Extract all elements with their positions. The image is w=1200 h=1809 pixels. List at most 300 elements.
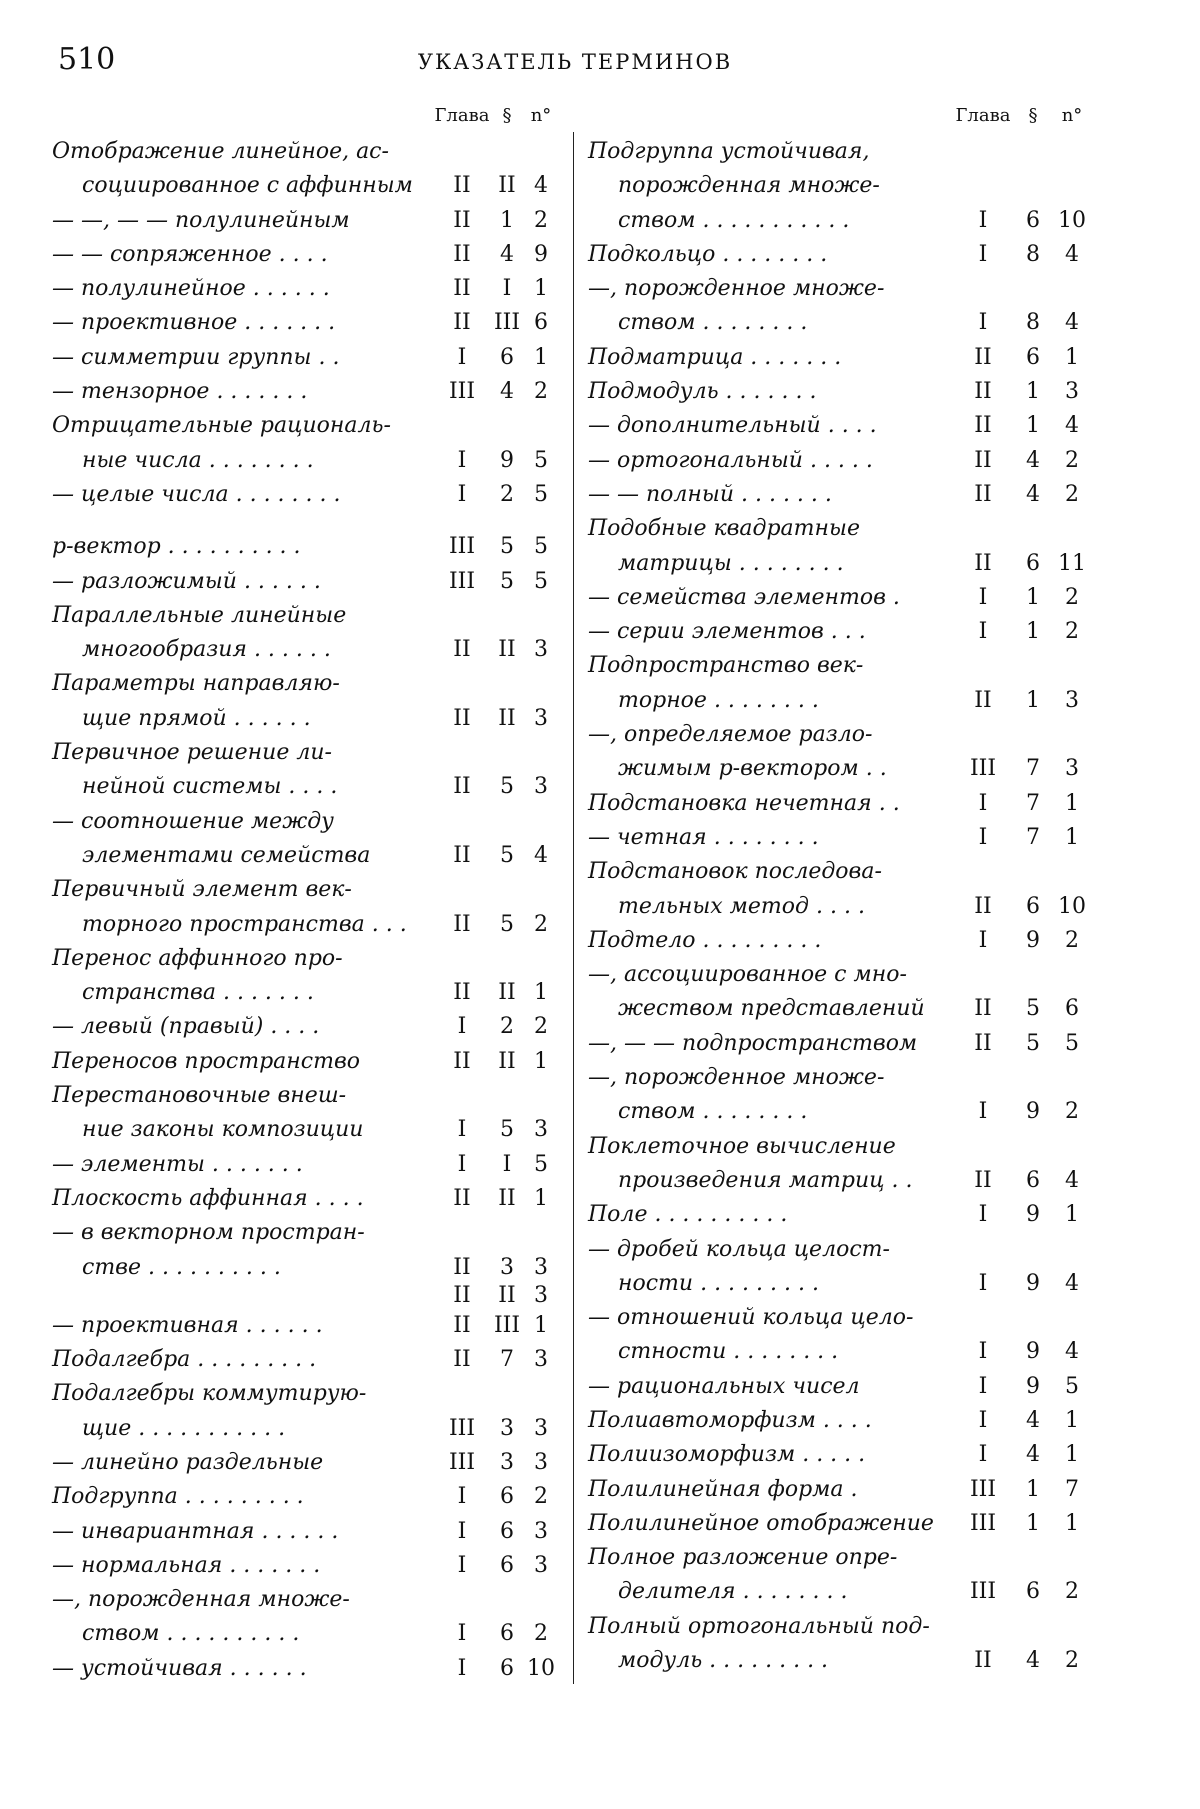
index-entry bbox=[52, 409, 562, 478]
index-entry bbox=[588, 958, 1098, 1027]
entry-term: — проективная . . . . . . bbox=[52, 1309, 323, 1343]
entry-section: 6 bbox=[492, 1549, 522, 1583]
index-entry bbox=[52, 1010, 562, 1044]
entry-number: 3 bbox=[522, 1285, 560, 1307]
entry-chapter: I bbox=[432, 1010, 492, 1044]
entry-chapter: I bbox=[948, 306, 1018, 340]
entry-number: 5 bbox=[522, 478, 560, 512]
entry-term: — семейства элементов . bbox=[588, 581, 900, 615]
header-section: § bbox=[1018, 105, 1048, 126]
index-entry bbox=[588, 444, 1098, 478]
entry-section: 9 bbox=[1018, 1267, 1048, 1301]
entry-term: — отношений кольца цело- bbox=[588, 1301, 913, 1335]
entry-term: — линейно раздельные bbox=[52, 1446, 323, 1480]
entry-term: ством . . . . . . . . bbox=[618, 1095, 807, 1129]
entry-section: 4 bbox=[1018, 1438, 1048, 1472]
entry-chapter: II bbox=[432, 1343, 492, 1377]
entry-number: 2 bbox=[522, 1010, 560, 1044]
entry-term: Подгруппа . . . . . . . . . bbox=[52, 1480, 304, 1514]
entry-term: — левый (правый) . . . . bbox=[52, 1010, 319, 1044]
entry-term: Подстановка нечетная . . bbox=[588, 787, 900, 821]
entry-number: 1 bbox=[522, 1045, 560, 1079]
entry-chapter: III bbox=[432, 1446, 492, 1480]
entry-term: — —, — — полулинейным bbox=[52, 204, 350, 238]
entry-chapter: I bbox=[432, 1617, 492, 1651]
entry-chapter: II bbox=[948, 409, 1018, 443]
entry-number: 5 bbox=[1050, 1370, 1094, 1404]
entry-section: 6 bbox=[492, 341, 522, 375]
entry-number: 4 bbox=[1050, 409, 1094, 443]
entry-gap bbox=[52, 512, 562, 530]
entry-term: щие . . . . . . . . . . . bbox=[82, 1412, 285, 1446]
entry-chapter: I bbox=[948, 1095, 1018, 1129]
entry-number: 2 bbox=[522, 375, 560, 409]
entry-section: 6 bbox=[1018, 1164, 1048, 1198]
entry-number: 1 bbox=[1050, 1198, 1094, 1232]
index-entry bbox=[52, 204, 562, 238]
entry-chapter: I bbox=[948, 1198, 1018, 1232]
entry-number: 3 bbox=[522, 770, 560, 804]
index-entry bbox=[588, 478, 1098, 512]
index-entry bbox=[588, 1130, 1098, 1199]
entry-chapter: II bbox=[948, 1644, 1018, 1678]
column-header bbox=[588, 105, 1098, 135]
entry-number: 1 bbox=[522, 976, 560, 1010]
entry-term: —, порожденное множе- bbox=[588, 272, 884, 306]
index-entry bbox=[52, 1515, 562, 1549]
index-entry bbox=[52, 1377, 562, 1446]
entry-section: I bbox=[492, 1148, 522, 1182]
entry-term: Подматрица . . . . . . . bbox=[588, 341, 841, 375]
index-entry bbox=[588, 1027, 1098, 1061]
index-entry bbox=[52, 565, 562, 599]
entry-section: 7 bbox=[492, 1343, 522, 1377]
index-entry bbox=[52, 1148, 562, 1182]
entry-term: ние законы композиции bbox=[82, 1113, 363, 1147]
entry-term: торного пространства . . . bbox=[82, 908, 407, 942]
entry-number: 1 bbox=[522, 1309, 560, 1343]
index-entry bbox=[588, 1198, 1098, 1232]
entry-term: матрицы . . . . . . . . bbox=[618, 547, 844, 581]
column-header bbox=[52, 105, 562, 135]
entry-number: 2 bbox=[522, 204, 560, 238]
entry-term: Плоскость аффинная . . . . bbox=[52, 1182, 364, 1216]
index-entry bbox=[588, 1610, 1098, 1679]
page-header bbox=[58, 42, 1092, 86]
entry-section: 8 bbox=[1018, 306, 1048, 340]
entry-number: 1 bbox=[522, 341, 560, 375]
entry-chapter: I bbox=[948, 1370, 1018, 1404]
entry-chapter: II bbox=[432, 633, 492, 667]
entry-term: делителя . . . . . . . . bbox=[618, 1575, 848, 1609]
entry-chapter: I bbox=[432, 1549, 492, 1583]
entry-term: — разложимый . . . . . . bbox=[52, 565, 321, 599]
index-entry bbox=[52, 135, 562, 204]
entry-term: ством . . . . . . . . bbox=[618, 306, 807, 340]
index-entry bbox=[52, 375, 562, 409]
index-entry bbox=[52, 530, 562, 564]
entry-chapter: I bbox=[948, 1438, 1018, 1472]
entry-term: щие прямой . . . . . . bbox=[82, 702, 311, 736]
entry-term: Перестановочные внеш- bbox=[52, 1079, 346, 1113]
entry-chapter: I bbox=[948, 615, 1018, 649]
entry-number: 1 bbox=[1050, 1438, 1094, 1472]
entry-term: — симметрии группы . . bbox=[52, 341, 339, 375]
entry-term: —, ассоциированное с мно- bbox=[588, 958, 907, 992]
entry-section: 6 bbox=[1018, 890, 1048, 924]
entry-term: Подтело . . . . . . . . . bbox=[588, 924, 821, 958]
entry-number: 2 bbox=[522, 1480, 560, 1514]
entry-number: 2 bbox=[1050, 1644, 1094, 1678]
entry-section: 6 bbox=[1018, 547, 1048, 581]
entry-chapter: II bbox=[432, 169, 492, 203]
entry-number: 2 bbox=[1050, 1095, 1094, 1129]
entry-section: 9 bbox=[1018, 1198, 1048, 1232]
entry-number: 2 bbox=[1050, 581, 1094, 615]
entry-chapter: I bbox=[948, 1335, 1018, 1369]
index-entry bbox=[588, 238, 1098, 272]
entry-number: 4 bbox=[1050, 306, 1094, 340]
entry-chapter: II bbox=[948, 375, 1018, 409]
entry-section: 5 bbox=[1018, 992, 1048, 1026]
index-entry bbox=[588, 341, 1098, 375]
entry-section: 9 bbox=[1018, 1370, 1048, 1404]
entry-term: Подалгебра . . . . . . . . . bbox=[52, 1343, 316, 1377]
entry-chapter: II bbox=[948, 547, 1018, 581]
entry-chapter: II bbox=[432, 839, 492, 873]
entry-term: Параметры направляю- bbox=[52, 667, 340, 701]
entry-section: 4 bbox=[1018, 1404, 1048, 1438]
entry-chapter: II bbox=[948, 992, 1018, 1026]
entry-term: — ортогональный . . . . . bbox=[588, 444, 873, 478]
index-entry bbox=[52, 1216, 562, 1285]
entry-number: 2 bbox=[522, 908, 560, 942]
entry-term: Подпространство век- bbox=[588, 649, 863, 683]
index-entry bbox=[588, 855, 1098, 924]
entry-section: 3 bbox=[492, 1251, 522, 1285]
index-entry bbox=[52, 1343, 562, 1377]
entry-term: —, порожденное множе- bbox=[588, 1061, 884, 1095]
index-entry bbox=[52, 1652, 562, 1686]
entry-section: 6 bbox=[492, 1617, 522, 1651]
entry-chapter: III bbox=[432, 375, 492, 409]
entry-term: стве . . . . . . . . . . bbox=[82, 1251, 281, 1285]
entry-section: II bbox=[492, 976, 522, 1010]
entry-term: ством . . . . . . . . . . bbox=[82, 1617, 299, 1651]
entry-term: Подалгебры коммутирую- bbox=[52, 1377, 366, 1411]
entry-chapter: I bbox=[948, 821, 1018, 855]
entry-term: порожденная множе- bbox=[618, 169, 880, 203]
entry-section: II bbox=[492, 169, 522, 203]
index-entry bbox=[588, 1404, 1098, 1438]
entry-chapter: III bbox=[432, 530, 492, 564]
index-entry bbox=[52, 1285, 562, 1309]
entry-section: 6 bbox=[492, 1515, 522, 1549]
entry-term: — соотношение между bbox=[52, 805, 334, 839]
index-entry bbox=[588, 1301, 1098, 1370]
index-entry bbox=[588, 512, 1098, 581]
entry-section: I bbox=[492, 272, 522, 306]
entry-term: —, определяемое разло- bbox=[588, 718, 872, 752]
entry-term: ством . . . . . . . . . . . bbox=[618, 204, 849, 238]
entry-number: 3 bbox=[522, 1446, 560, 1480]
entry-chapter: III bbox=[948, 1575, 1018, 1609]
entry-term: — серии элементов . . . bbox=[588, 615, 866, 649]
index-entries bbox=[52, 135, 562, 1686]
index-entry bbox=[52, 599, 562, 668]
entry-chapter: I bbox=[432, 1515, 492, 1549]
index-entry bbox=[52, 1446, 562, 1480]
entry-term: жеством представлений bbox=[618, 992, 925, 1026]
index-entry bbox=[52, 873, 562, 942]
entry-section: 7 bbox=[1018, 787, 1048, 821]
index-entry bbox=[588, 1473, 1098, 1507]
entry-term: — целые числа . . . . . . . . bbox=[52, 478, 341, 512]
index-entry bbox=[52, 1480, 562, 1514]
entry-number: 2 bbox=[522, 1617, 560, 1651]
entry-term: — элементы . . . . . . . bbox=[52, 1148, 303, 1182]
entry-number: 4 bbox=[1050, 1267, 1094, 1301]
entry-number: 3 bbox=[522, 1343, 560, 1377]
index-entry bbox=[588, 272, 1098, 341]
entry-chapter: II bbox=[432, 306, 492, 340]
entry-section: 6 bbox=[492, 1652, 522, 1686]
entry-chapter: I bbox=[948, 581, 1018, 615]
entry-term: —, — — подпространством bbox=[588, 1027, 917, 1061]
index-entry bbox=[52, 1079, 562, 1148]
entry-term: Первичное решение ли- bbox=[52, 736, 332, 770]
entry-chapter: III bbox=[948, 1473, 1018, 1507]
entry-section: 6 bbox=[1018, 341, 1048, 375]
entry-section: II bbox=[492, 702, 522, 736]
entry-term: социированное с аффинным bbox=[82, 169, 413, 203]
entry-number: 2 bbox=[1050, 478, 1094, 512]
index-entry bbox=[588, 1370, 1098, 1404]
entry-section: 5 bbox=[1018, 1027, 1048, 1061]
entry-section: 1 bbox=[492, 204, 522, 238]
entry-number: 5 bbox=[522, 1148, 560, 1182]
page-number: 510 bbox=[58, 42, 115, 77]
entry-term: Полиизоморфизм . . . . . bbox=[588, 1438, 865, 1472]
entry-number: 4 bbox=[1050, 1164, 1094, 1198]
index-entry bbox=[588, 615, 1098, 649]
entry-section: 1 bbox=[1018, 375, 1048, 409]
entry-chapter: II bbox=[948, 1027, 1018, 1061]
header-chapter: Глава bbox=[948, 105, 1018, 126]
entry-section: 1 bbox=[1018, 1473, 1048, 1507]
entry-section: 1 bbox=[1018, 581, 1048, 615]
header-chapter: Глава bbox=[432, 105, 492, 126]
entry-number: 1 bbox=[1050, 1404, 1094, 1438]
entry-term: Отображение линейное, ас- bbox=[52, 135, 389, 169]
index-entry bbox=[588, 924, 1098, 958]
entry-chapter: II bbox=[432, 908, 492, 942]
index-entry bbox=[52, 1549, 562, 1583]
entry-number: 3 bbox=[522, 1549, 560, 1583]
entry-term: — проективное . . . . . . . bbox=[52, 306, 335, 340]
entry-section: 4 bbox=[1018, 478, 1048, 512]
entry-chapter: II bbox=[948, 444, 1018, 478]
index-entry bbox=[52, 942, 562, 1011]
entry-number: 2 bbox=[1050, 444, 1094, 478]
entry-number: 3 bbox=[522, 1515, 560, 1549]
entry-section: 4 bbox=[492, 238, 522, 272]
entry-term: Перенос аффинного про- bbox=[52, 942, 343, 976]
entry-term: жимым p-вектором . . bbox=[618, 752, 887, 786]
column-divider bbox=[573, 132, 574, 1684]
entry-number: 6 bbox=[522, 306, 560, 340]
entry-number: 5 bbox=[522, 444, 560, 478]
entry-chapter: II bbox=[432, 204, 492, 238]
index-entries bbox=[588, 135, 1098, 1678]
entry-section: 3 bbox=[492, 1412, 522, 1446]
entry-term: Полилинейная форма . bbox=[588, 1473, 858, 1507]
entry-section: 5 bbox=[492, 530, 522, 564]
entry-number: 2 bbox=[1050, 1575, 1094, 1609]
entry-number: 1 bbox=[1050, 341, 1094, 375]
entry-chapter: III bbox=[948, 752, 1018, 786]
entry-term: стности . . . . . . . . bbox=[618, 1335, 838, 1369]
entry-chapter: III bbox=[432, 565, 492, 599]
entry-section: 1 bbox=[1018, 409, 1048, 443]
entry-section: 6 bbox=[1018, 1575, 1048, 1609]
entry-number: 3 bbox=[522, 633, 560, 667]
entry-term: — устойчивая . . . . . . bbox=[52, 1652, 307, 1686]
entry-term: Подстановок последова- bbox=[588, 855, 882, 889]
entry-number: 10 bbox=[1050, 204, 1094, 238]
entry-section: 9 bbox=[1018, 1335, 1048, 1369]
entry-number: 3 bbox=[522, 1251, 560, 1285]
index-entry bbox=[52, 1309, 562, 1343]
entry-section: 2 bbox=[492, 478, 522, 512]
entry-term: Полный ортогональный под- bbox=[588, 1610, 930, 1644]
index-entry bbox=[52, 1583, 562, 1652]
entry-section: 6 bbox=[1018, 204, 1048, 238]
entry-number: 7 bbox=[1050, 1473, 1094, 1507]
entry-chapter: II bbox=[432, 770, 492, 804]
entry-section: III bbox=[492, 306, 522, 340]
entry-chapter: I bbox=[948, 924, 1018, 958]
entry-chapter: I bbox=[948, 1267, 1018, 1301]
index-entry bbox=[588, 1061, 1098, 1130]
entry-section: III bbox=[492, 1309, 522, 1343]
entry-term: Подкольцо . . . . . . . . bbox=[588, 238, 827, 272]
entry-chapter: II bbox=[432, 1045, 492, 1079]
entry-section: 1 bbox=[1018, 1507, 1048, 1541]
entry-term: Подмодуль . . . . . . . bbox=[588, 375, 816, 409]
entry-term: элементами семейства bbox=[82, 839, 370, 873]
index-entry bbox=[52, 1182, 562, 1216]
entry-term: Подгруппа устойчивая, bbox=[588, 135, 869, 169]
index-entry bbox=[588, 649, 1098, 718]
index-entry bbox=[588, 718, 1098, 787]
entry-number: 10 bbox=[1050, 890, 1094, 924]
entry-term: — полулинейное . . . . . . bbox=[52, 272, 330, 306]
entry-number: 1 bbox=[1050, 1507, 1094, 1541]
entry-term: p-вектор . . . . . . . . . . bbox=[52, 530, 301, 564]
entry-number: 10 bbox=[522, 1652, 560, 1686]
entry-term: Поле . . . . . . . . . . bbox=[588, 1198, 787, 1232]
entry-chapter: III bbox=[432, 1412, 492, 1446]
entry-term: Параллельные линейные bbox=[52, 599, 346, 633]
index-entry bbox=[52, 478, 562, 512]
entry-term: —, порожденная множе- bbox=[52, 1583, 350, 1617]
index-entry bbox=[588, 1507, 1098, 1541]
entry-section: 5 bbox=[492, 565, 522, 599]
entry-number: 3 bbox=[522, 1113, 560, 1147]
entry-term: Полиавтоморфизм . . . . bbox=[588, 1404, 872, 1438]
entry-number: 3 bbox=[1050, 752, 1094, 786]
header-number: n° bbox=[522, 105, 560, 126]
entry-section: II bbox=[492, 1285, 522, 1307]
entry-number: 1 bbox=[1050, 787, 1094, 821]
entry-term: ности . . . . . . . . . bbox=[618, 1267, 819, 1301]
entry-term: — нормальная . . . . . . . bbox=[52, 1549, 320, 1583]
entry-term: — инвариантная . . . . . . bbox=[52, 1515, 338, 1549]
entry-term: нейной системы . . . . bbox=[82, 770, 337, 804]
index-entry bbox=[52, 805, 562, 874]
entry-chapter: III bbox=[948, 1507, 1018, 1541]
entry-term: — тензорное . . . . . . . bbox=[52, 375, 307, 409]
entry-section: 4 bbox=[1018, 444, 1048, 478]
entry-chapter: I bbox=[432, 1652, 492, 1686]
entry-chapter: I bbox=[432, 1113, 492, 1147]
entry-number: 3 bbox=[1050, 375, 1094, 409]
entry-term: модуль . . . . . . . . . bbox=[618, 1644, 828, 1678]
entry-chapter: II bbox=[948, 341, 1018, 375]
entry-number: 5 bbox=[1050, 1027, 1094, 1061]
entry-section: 9 bbox=[1018, 924, 1048, 958]
entry-section: 4 bbox=[1018, 1644, 1048, 1678]
index-entry bbox=[588, 409, 1098, 443]
entry-section: 5 bbox=[492, 839, 522, 873]
header-section: § bbox=[492, 105, 522, 126]
entry-number: 2 bbox=[1050, 924, 1094, 958]
index-entry bbox=[588, 1438, 1098, 1472]
entry-term: Полное разложение опре- bbox=[588, 1541, 897, 1575]
entry-chapter: II bbox=[432, 1251, 492, 1285]
entry-term: Полилинейное отображение bbox=[588, 1507, 934, 1541]
header-number: n° bbox=[1050, 105, 1094, 126]
entry-chapter: I bbox=[432, 1480, 492, 1514]
entry-section: 7 bbox=[1018, 752, 1048, 786]
entry-number: 5 bbox=[522, 530, 560, 564]
entry-section: 4 bbox=[492, 375, 522, 409]
entry-chapter: II bbox=[432, 272, 492, 306]
entry-number: 1 bbox=[522, 272, 560, 306]
entry-section: II bbox=[492, 1182, 522, 1216]
index-entry bbox=[588, 1541, 1098, 1610]
entry-term: странства . . . . . . . bbox=[82, 976, 314, 1010]
entry-number: 3 bbox=[522, 1412, 560, 1446]
entry-section: 9 bbox=[1018, 1095, 1048, 1129]
entry-chapter: I bbox=[948, 1404, 1018, 1438]
index-entry bbox=[588, 135, 1098, 238]
entry-term: — дополнительный . . . . bbox=[588, 409, 877, 443]
index-column-left bbox=[52, 105, 562, 1686]
entry-section: 5 bbox=[492, 908, 522, 942]
entry-term: многообразия . . . . . . bbox=[82, 633, 331, 667]
entry-chapter: II bbox=[432, 702, 492, 736]
entry-section: 6 bbox=[492, 1480, 522, 1514]
entry-chapter: II bbox=[948, 478, 1018, 512]
entry-chapter: II bbox=[948, 890, 1018, 924]
index-entry bbox=[52, 306, 562, 340]
entry-term: — дробей кольца целост- bbox=[588, 1233, 890, 1267]
entry-term: Первичный элемент век- bbox=[52, 873, 352, 907]
entry-number: 1 bbox=[522, 1182, 560, 1216]
entry-chapter: I bbox=[432, 444, 492, 478]
